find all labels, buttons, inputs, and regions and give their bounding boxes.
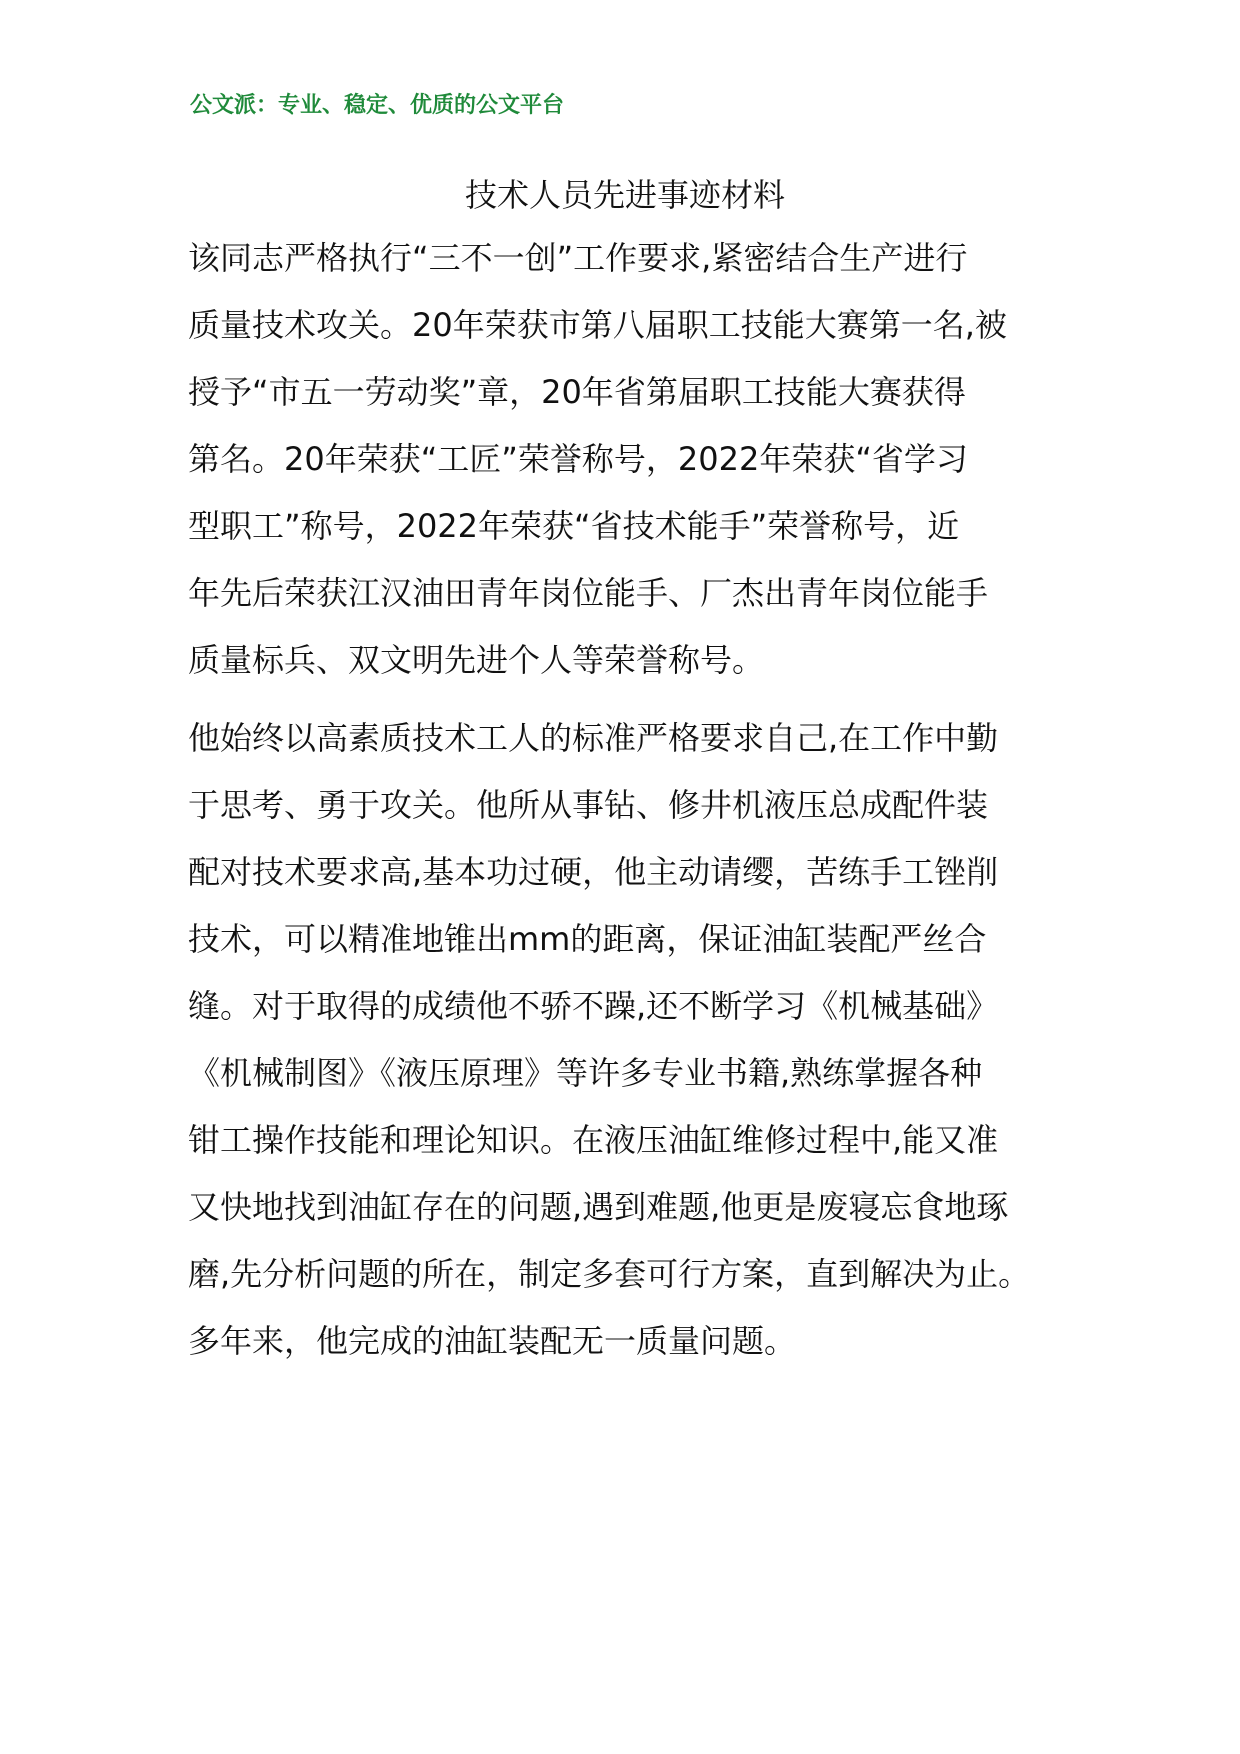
paragraph-line: 钳工操作技能和理论知识。在液压油缸维修过程中,能又准 xyxy=(188,1121,999,1159)
paragraph-line: 配对技术要求高,基本功过硬，他主动请缨，苦练手工锉削 xyxy=(188,853,999,891)
paragraph-line: 该同志严格执行“三不一创”工作要求,紧密结合生产进行 xyxy=(188,239,968,277)
paragraph-line: 《机械制图》《液压原理》等许多专业书籍,熟练掌握各种 xyxy=(188,1054,983,1092)
paragraph-line: 又快地找到油缸存在的问题,遇到难题,他更是废寝忘食地琢 xyxy=(188,1188,1009,1226)
paragraph-line: 多年来，他完成的油缸装配无一质量问题。 xyxy=(188,1322,797,1360)
paragraph-line: 年先后荣获江汉油田青年岗位能手、厂杰出青年岗位能手 xyxy=(188,574,989,612)
paragraph-line: 质量技术攻关。20年荣获市第八届职工技能大赛第一名,被 xyxy=(188,306,1007,344)
paragraph-line: 第名。20年荣获“工匠”荣誉称号，2022年荣获“省学习 xyxy=(188,440,968,478)
paragraph-line: 技术，可以精准地锥出mm的距离，保证油缸装配严丝合 xyxy=(188,920,987,958)
paragraph-line: 质量标兵、双文明先进个人等荣誉称号。 xyxy=(188,641,765,679)
paragraph-line: 型职工”称号，2022年荣获“省技术能手”荣誉称号，近 xyxy=(188,507,960,545)
paragraph-line: 缝。对于取得的成绩他不骄不躁,还不断学习《机械基础》 xyxy=(188,987,999,1025)
paragraph-line: 于思考、勇于攻关。他所从事钻、修井机液压总成配件装 xyxy=(188,786,989,824)
paragraph-line: 授予“市五一劳动奖”章，20年省第届职工技能大赛获得 xyxy=(188,373,966,411)
paragraph-line: 磨,先分析问题的所在，制定多套可行方案，直到解决为止。 xyxy=(188,1255,1031,1293)
document-title: 技术人员先进事迹材料 xyxy=(464,176,785,214)
header-brand-text: 公文派：专业、稳定、优质的公文平台 xyxy=(190,93,565,118)
paragraph-line: 他始终以高素质技术工人的标准严格要求自己,在工作中勤 xyxy=(188,719,999,757)
